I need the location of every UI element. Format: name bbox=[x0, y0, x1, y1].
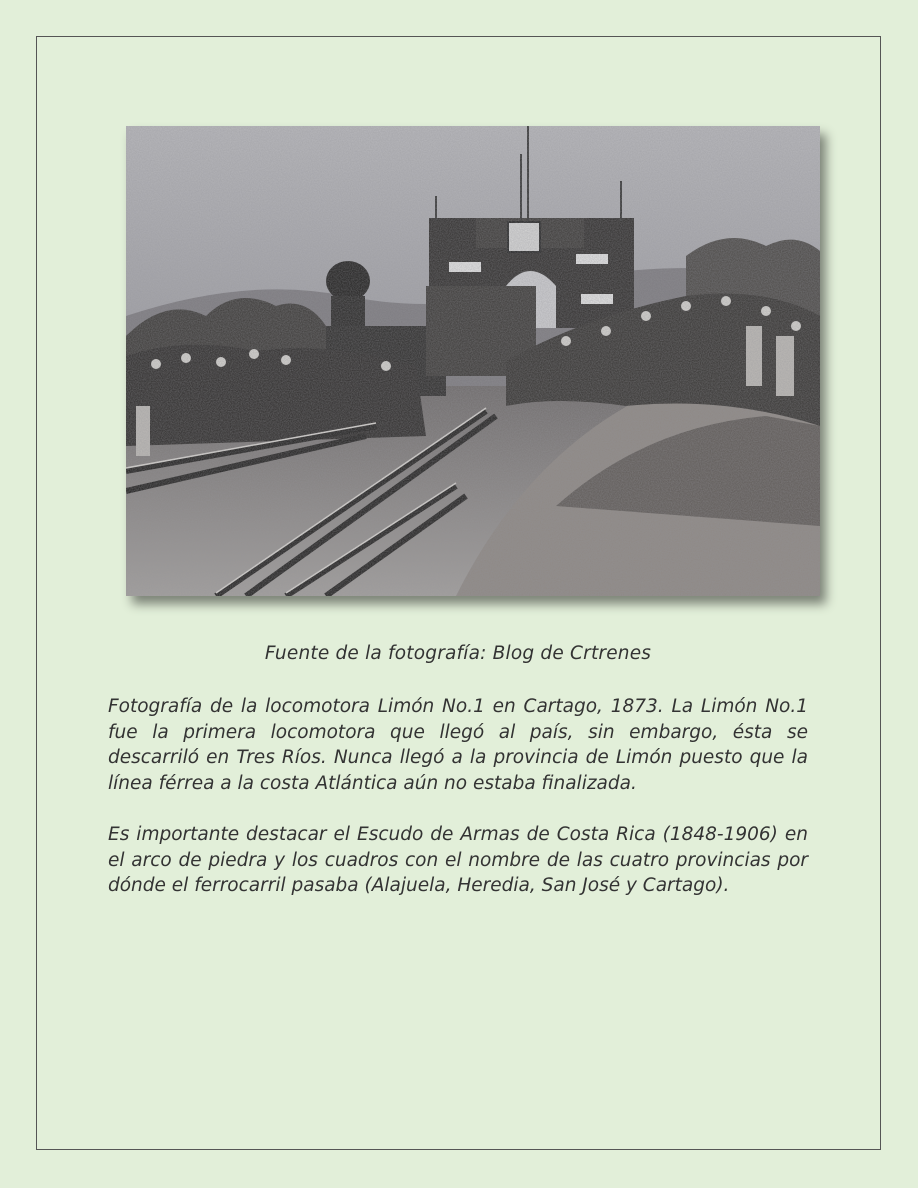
photo-illustration bbox=[126, 126, 820, 596]
paragraph-locomotive-description: Fotografía de la locomotora Limón No.1 en Cartago, 1873. La Limón No.1 fue la primera locomotora que llegó al país, sin embargo, ésta se descarriló en Tres Ríos. Nunca llegó a la provincia de Limón puesto que la línea férrea a la costa Atlántica aún no estaba finalizada. bbox=[108, 696, 808, 794]
photo-caption: Fuente de la fotografía: Blog de Crtrenes bbox=[264, 643, 652, 664]
paragraph-coat-of-arms: Es importante destacar el Escudo de Armas de Costa Rica (1848-1906) en el arco de piedra y los cuadros con el nombre de las cuatro provincias por dónde el ferrocarril pasaba (Alajuela, Heredia, San José y Cartago). bbox=[108, 824, 808, 896]
historic-locomotive-photo bbox=[126, 126, 820, 596]
